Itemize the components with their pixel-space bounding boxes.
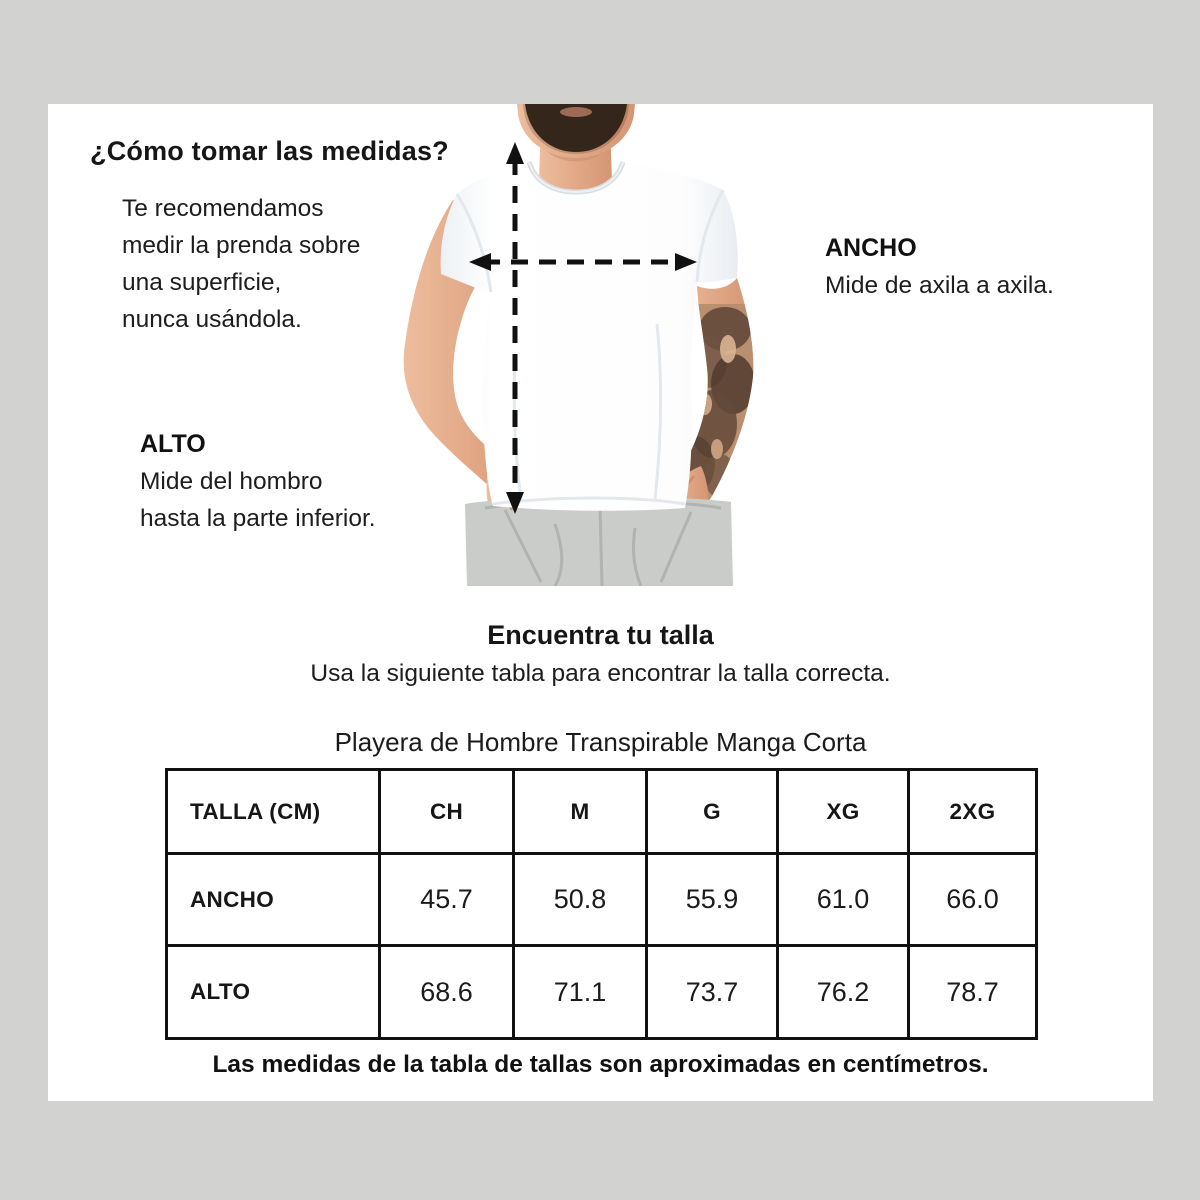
footnote: Las medidas de la tabla de tallas son aproximadas en centímetros. xyxy=(212,1051,989,1078)
ancho-instruction xyxy=(825,230,1054,304)
find-size-subtitle: Usa la siguiente tabla para encontrar la talla correcta. xyxy=(310,660,891,687)
ancho-g: 55.9 xyxy=(647,854,778,946)
how-to-line: Te recomendamos xyxy=(122,195,324,222)
alto-line: Mide del hombro xyxy=(140,468,323,495)
model-photo xyxy=(395,104,815,586)
ancho-ch: 45.7 xyxy=(380,854,514,946)
alto-label: ALTO xyxy=(140,430,206,458)
how-to-text xyxy=(122,190,360,338)
header-m: M xyxy=(514,770,647,854)
ancho-line: Mide de axila a axila. xyxy=(825,272,1054,299)
ancho-xg: 61.0 xyxy=(778,854,909,946)
header-xg: XG xyxy=(778,770,909,854)
alto-ch: 68.6 xyxy=(380,946,514,1039)
header-talla: TALLA (CM) xyxy=(167,770,380,854)
how-to-title: ¿Cómo tomar las medidas? xyxy=(90,136,449,166)
how-to-line: una superficie, xyxy=(122,269,282,296)
alto-line: hasta la parte inferior. xyxy=(140,505,376,532)
table-header-row xyxy=(167,770,1037,854)
alto-g: 73.7 xyxy=(647,946,778,1039)
table-row-ancho xyxy=(167,854,1037,946)
how-to-line: medir la prenda sobre xyxy=(122,232,361,259)
row-label-ancho: ANCHO xyxy=(167,854,380,946)
model-lips xyxy=(560,107,592,117)
alto-m: 71.1 xyxy=(514,946,647,1039)
header-2xg: 2XG xyxy=(909,770,1037,854)
ancho-label: ANCHO xyxy=(825,234,917,262)
product-title: Playera de Hombre Transpirable Manga Corta xyxy=(334,727,867,757)
ancho-m: 50.8 xyxy=(514,854,647,946)
ancho-2xg: 66.0 xyxy=(909,854,1037,946)
how-to-line: nunca usándola. xyxy=(122,306,302,333)
alto-xg: 76.2 xyxy=(778,946,909,1039)
table-row-alto xyxy=(167,946,1037,1039)
find-size-title: Encuentra tu talla xyxy=(487,620,714,650)
row-label-alto: ALTO xyxy=(167,946,380,1039)
header-g: G xyxy=(647,770,778,854)
content-panel xyxy=(48,104,1153,1101)
alto-instruction xyxy=(140,426,376,537)
size-table xyxy=(165,768,1038,1040)
alto-2xg: 78.7 xyxy=(909,946,1037,1039)
header-ch: CH xyxy=(380,770,514,854)
